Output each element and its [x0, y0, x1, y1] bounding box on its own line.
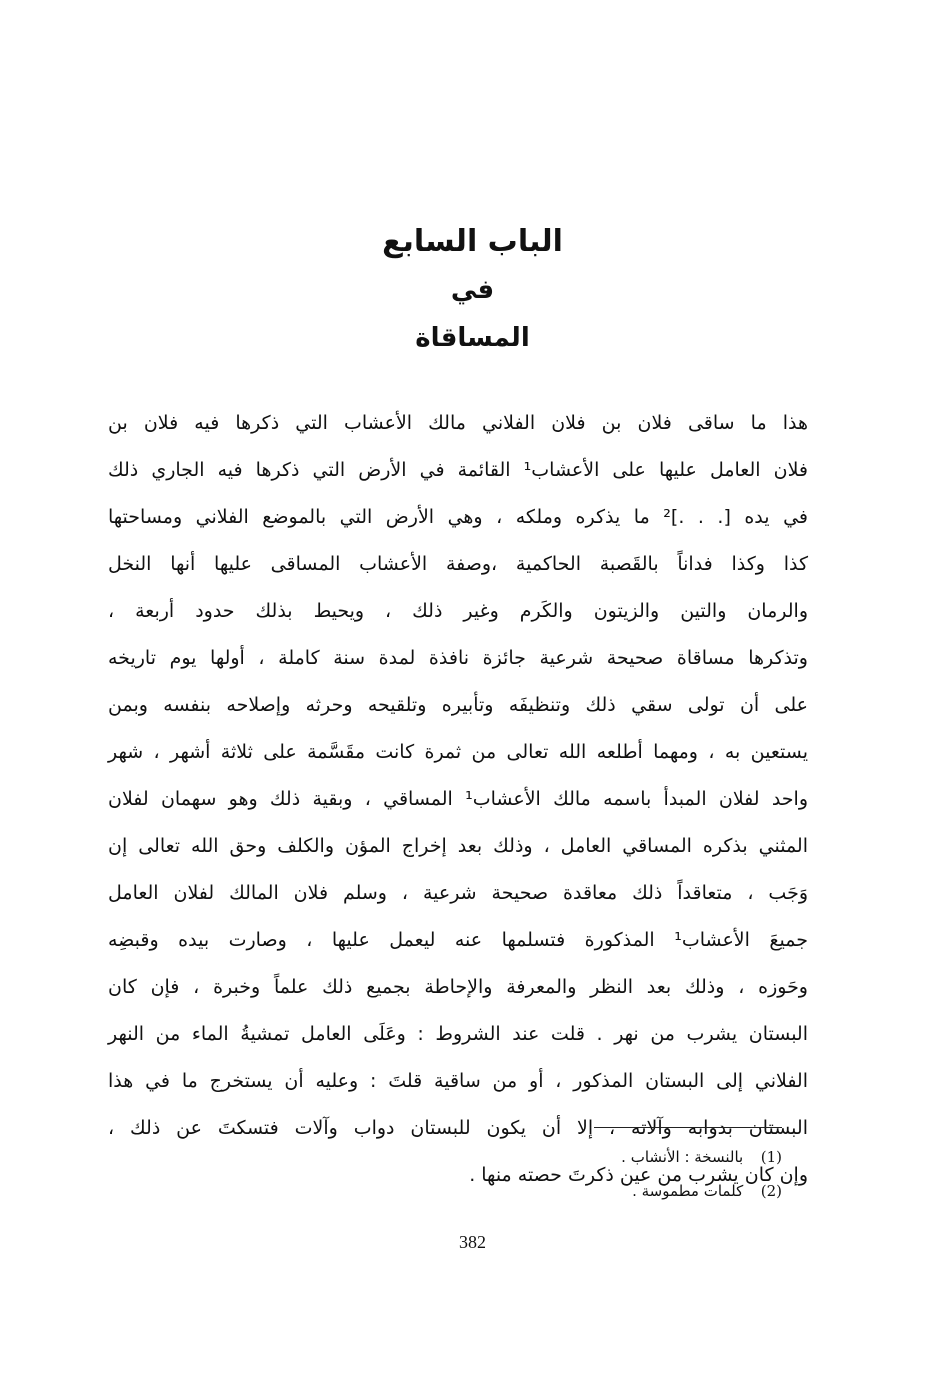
body-text — [108, 400, 808, 1199]
body-line: وتذكرها مساقاة صحيحة شرعية جائزة نافذة لمدة سنة كاملة ، أولها يوم تاريخه — [108, 647, 808, 669]
body-line: وحَوزه ، وذلك بعد النظر والمعرفة والإحاطة بجميع ذلك علماً وخبرة ، فإن كان — [108, 976, 808, 998]
body-line: جميعَ الأعشاب¹ المذكورة فتسلمها عنه ليعمل عليها ، وصارت بيده وقبضِه — [108, 929, 808, 951]
chapter-preposition: في — [450, 275, 495, 305]
body-line: البستان بدوابه وآلاته ، إلا أن يكون للبستان دواب وآلات فتسكتَ عن ذلك ، — [108, 1117, 808, 1139]
body-line: في يده [. . .]² ما يذكره وملكه ، وهي الأرض التي بالموضع الفلاني ومساحتها — [108, 506, 808, 528]
body-line: والرمان والتين والزيتون والكَرم وغير ذلك ، ويحيط بذلك حدود أربعة ، — [108, 600, 808, 622]
footnote-divider — [594, 1127, 782, 1128]
body-line: واحد لفلان المبدأ باسمه مالك الأعشاب¹ المساقي ، وبقية ذلك وهو سهمان لفلان — [108, 788, 808, 810]
body-line: هذا ما ساقى فلان بن فلان الفلاني مالك الأعشاب التي ذكرها فيه فلان بن — [108, 412, 808, 434]
footnote-number: (1) — [760, 1148, 782, 1166]
body-line: المثني بذكره المساقي العامل ، وذلك بعد إخراج المؤن والكلف وحق الله تعالى إن — [108, 835, 808, 857]
page-number: 382 — [459, 1232, 486, 1252]
footnote-text: بالنسخة : الأنشاب . — [621, 1148, 744, 1166]
body-line: على أن تولى سقي ذلك وتنظيفَه وتأبيره وتلقيحه وحرثه وإصلاحه بنفسه وبمن — [108, 694, 808, 716]
body-line: فلان العامل عليها على الأعشاب¹ القائمة في الأرض التي ذكرها فيه الجاري ذلك — [108, 459, 809, 481]
footnotes — [400, 1140, 782, 1208]
body-line: وَجَب ، متعاقداً ذلك معاقدة صحيحة شرعية ، وسلم فلان المالك لفلان العامل — [108, 882, 808, 904]
body-line: وإن كان يشرب من عين ذكرتَ حصته منها . — [469, 1164, 808, 1186]
footnote — [400, 1140, 782, 1174]
chapter-title: الباب السابع — [382, 224, 563, 259]
body-line: الفلاني إلى البستان المذكور ، أو من ساقية قلتَ : وعليه أن يستخرج ما في هذا — [108, 1070, 808, 1092]
footnote-number: (2) — [760, 1182, 782, 1200]
footnote-text: كلمات مطموسة . — [632, 1182, 744, 1200]
chapter-subject: المساقاة — [415, 323, 530, 353]
body-line: كذا وكذا فداناً بالقَصبة الحاكمية ،وصفة الأعشاب المساقى عليها أنها النخل — [108, 553, 808, 575]
footnote — [400, 1174, 782, 1208]
body-line: يستعين به ، ومهما أطلعه الله تعالى من ثمرة كانت مقَسَّمة على ثلاثة أشهر ، شهر — [108, 741, 808, 763]
body-line: البستان يشرب من نهر . قلت عند الشروط : وعَلَى العامل تمشيةُ الماء من النهر — [108, 1023, 808, 1045]
